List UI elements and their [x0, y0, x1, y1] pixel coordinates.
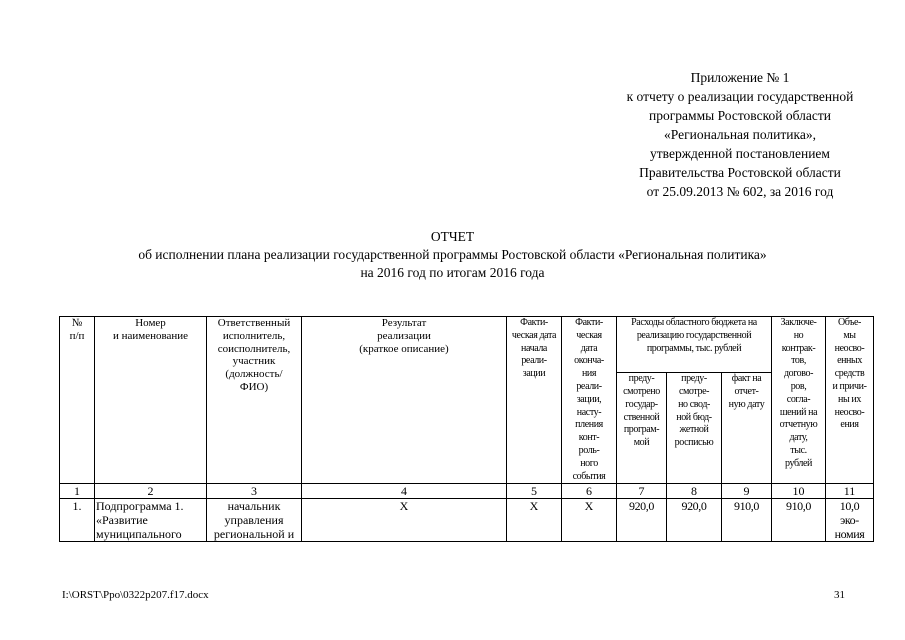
- footer-file-path: I:\ORST\Ppo\0322p207.f17.docx: [62, 589, 209, 601]
- column-number: 9: [722, 484, 772, 499]
- header-number: № п/п: [60, 317, 95, 484]
- row-planned-program: 920,0: [617, 499, 667, 542]
- appendix-line: программы Ростовской области: [649, 108, 831, 123]
- column-number: 10: [772, 484, 826, 499]
- column-number: 6: [562, 484, 617, 499]
- header-contracted: Заключе- но контрак- тов, догово- ров, согла- шений на отчетную дату, тыс. рублей: [772, 317, 826, 484]
- appendix-line: Правительства Ростовской области: [639, 165, 841, 180]
- row-actual: 910,0: [722, 499, 772, 542]
- column-number: 3: [207, 484, 302, 499]
- appendix-line: к отчету о реализации государственной: [626, 89, 854, 104]
- plan-table: [59, 316, 874, 542]
- row-start-date: Х: [507, 499, 562, 542]
- row-responsible: начальник управления региональной и: [207, 499, 302, 542]
- row-planned-budget: 920,0: [667, 499, 722, 542]
- column-number-row: [60, 484, 874, 499]
- appendix-line: Приложение № 1: [690, 70, 790, 85]
- column-number: 1: [60, 484, 95, 499]
- table-header-row: [60, 317, 874, 373]
- footer-page-number: 31: [834, 589, 845, 601]
- report-title: ОТЧЕТ: [430, 229, 475, 244]
- header-start-date: Факти- ческая дата начала реали- зации: [507, 317, 562, 484]
- column-number: 11: [826, 484, 874, 499]
- column-number: 4: [302, 484, 507, 499]
- appendix-line: утвержденной постановлением: [650, 146, 830, 161]
- header-result: Результат реализации (краткое описание): [302, 317, 507, 484]
- header-responsible: Ответственный исполнитель, соисполнитель, участник (должность/ ФИО): [207, 317, 302, 484]
- report-subtitle: об исполнении плана реализации государственной программы Ростовской области «Региональная политика»: [138, 247, 767, 262]
- row-number: 1.: [60, 499, 95, 542]
- appendix-block: [560, 68, 905, 201]
- appendix-line: «Региональная политика»,: [664, 127, 816, 142]
- column-number: 2: [95, 484, 207, 499]
- report-heading: [0, 228, 905, 282]
- row-name: Подпрограмма 1. «Развитие муниципального: [95, 499, 207, 542]
- header-expenses-group: Расходы областного бюджета на реализацию государственной программы, тыс. рублей: [617, 317, 772, 373]
- appendix-line: от 25.09.2013 № 602, за 2016 год: [646, 184, 834, 199]
- table-row: [60, 499, 874, 542]
- report-period: на 2016 год по итогам 2016 года: [360, 265, 545, 280]
- row-unspent: 10,0 эко- номия: [826, 499, 874, 542]
- row-end-date: Х: [562, 499, 617, 542]
- header-planned-program: преду- смотрено государ- ственной програм- мой: [617, 373, 667, 484]
- header-end-date: Факти- ческая дата оконча- ния реали- зации, насту- пления конт- роль- ного события: [562, 317, 617, 484]
- header-actual: факт на отчет- ную дату: [722, 373, 772, 484]
- row-contracted: 910,0: [772, 499, 826, 542]
- header-planned-budget: преду- смотре- но свод- ной бюд- жетной росписью: [667, 373, 722, 484]
- column-number: 5: [507, 484, 562, 499]
- column-number: 7: [617, 484, 667, 499]
- header-name: Номер и наименование: [95, 317, 207, 484]
- column-number: 8: [667, 484, 722, 499]
- header-unspent: Объе- мы неосво- енных средств и причи- ны их неосво- ения: [826, 317, 874, 484]
- row-result: Х: [302, 499, 507, 542]
